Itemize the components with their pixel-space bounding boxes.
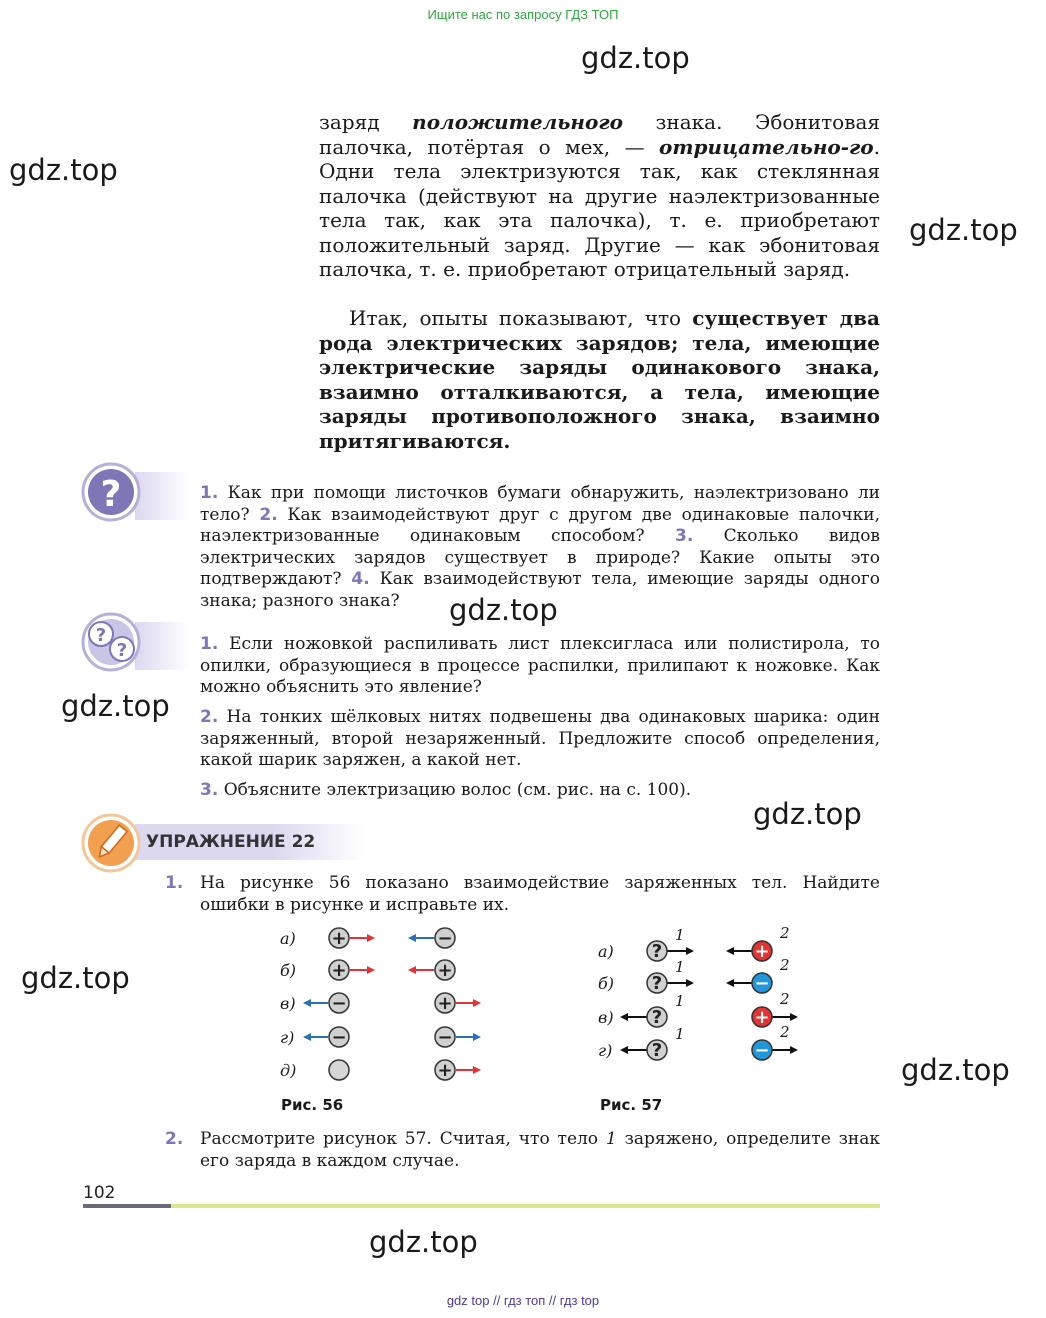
- fig56-arrow: [456, 999, 481, 1007]
- questions-list: 1. Как при помощи листочков бумаги обнаружить, наэлектризовано ли тело? 2. Как взаимодействуют друг с другом две одинаковые палочки, наэлектризованные одинаковым способом? 3. Сколько видов электрических зарядов существует в природе? Какие опыты это подтверждают? 4. Как взаимодействуют тела, имеющие заряды одного знака; разного знака?: [200, 483, 881, 611]
- fig56-right-body-sign: +: [437, 960, 453, 981]
- footer-rule: [171, 1204, 880, 1208]
- svg-text:?: ?: [95, 625, 107, 646]
- watermark: gdz.top: [61, 689, 170, 723]
- fig56-left-body: [329, 1027, 349, 1048]
- figure-57: [590, 920, 820, 1070]
- fig57-body-1: [647, 1040, 667, 1061]
- fig56-right-body: [435, 1027, 455, 1048]
- fig56-left-body-sign: −: [331, 1027, 347, 1048]
- fig56-left-body: [329, 960, 349, 981]
- fig57-arrow-head: [620, 1013, 628, 1021]
- svg-text:?: ?: [100, 474, 122, 515]
- question-icon: [80, 462, 144, 524]
- fig56-row-label: а): [280, 929, 296, 948]
- discussion-item: 3. Объясните электризацию волос (см. рис. на с. 100).: [200, 780, 692, 800]
- fig57-body-2-sign: −: [754, 973, 770, 994]
- fig56-left-body-sign: +: [331, 960, 347, 981]
- fig57-body-1-sign: ?: [651, 1007, 663, 1028]
- fig57-index-1: 1: [675, 958, 685, 976]
- fig57-body-1-sign: ?: [651, 941, 663, 962]
- fig56-arrow: [408, 934, 434, 942]
- fig57-body-2-sign: +: [754, 941, 770, 962]
- fig56-left-body: [329, 928, 349, 949]
- fig57-arrow-head: [726, 947, 734, 955]
- fig56-arrow: [303, 999, 328, 1007]
- fig56-arrow-head: [367, 966, 375, 974]
- fig57-arrow: [666, 947, 694, 955]
- fig56-arrow-head: [303, 1033, 311, 1041]
- fig57-body-1-sign: ?: [651, 973, 663, 994]
- discussion-item: 2. На тонких шёлковых нитях подвешены два одинаковых шарика: один заряженный, второй незаряженный. Предложите способ определения, какой шарик заряжен, а какой нет.: [200, 707, 880, 770]
- fig57-index-1: 1: [675, 1025, 685, 1043]
- watermark: gdz.top: [909, 213, 1018, 247]
- fig57-body-1: [647, 941, 667, 962]
- fig57-row-label: г): [598, 1041, 613, 1060]
- fig56-right-body-sign: −: [437, 928, 453, 949]
- discussion-item: 1. Если ножовкой распиливать лист плексигласа или полистирола, то опилки, образующиеся в процессе распилки, прилипают к ножовке. Как можно объяснить это явление?: [200, 634, 881, 697]
- fig57-body-1: [647, 1007, 667, 1028]
- bottom-note: gdz top // гдз топ // гдз top: [446, 1293, 600, 1308]
- fig56-left-body-sign: −: [331, 993, 347, 1014]
- exercise-item-text: Рассмотрите рисунок 57. Считая, что тело 1 заряжено, определите знак его заряда в каждом случае.: [200, 1129, 880, 1171]
- fig57-arrow-head: [726, 979, 734, 987]
- fig57-row-label: а): [598, 942, 614, 961]
- fig57-arrow: [666, 979, 694, 987]
- watermark: gdz.top: [21, 961, 130, 995]
- fig56-left-body: [329, 1060, 349, 1080]
- fig57-row-label: б): [598, 974, 615, 993]
- exercise-title: УПРАЖНЕНИЕ 22: [146, 832, 316, 852]
- fig57-arrow-head: [790, 1046, 798, 1054]
- fig57-index-2: 2: [780, 924, 790, 942]
- fig56-right-body-sign: +: [437, 1060, 453, 1081]
- figure-56: [270, 920, 500, 1090]
- fig56-arrow: [350, 966, 375, 974]
- fig56-arrow-head: [303, 999, 311, 1007]
- fig57-body-2: [752, 941, 772, 962]
- figure-56-caption: Рис. 56: [281, 1096, 344, 1114]
- fig56-right-body: [435, 1060, 455, 1081]
- fig56-arrow-head: [408, 934, 416, 942]
- fig57-index-2: 2: [780, 1023, 790, 1041]
- watermark: gdz.top: [9, 153, 118, 187]
- discussion-icon: [80, 612, 146, 674]
- paragraph-charges: заряд положительного знака. Эбонитовая палочка, потёртая о мех, — отрицательно-го. Одни тела электризуются так, как стеклянная палочка (действуют на другие наэлектризованные тела так, как эта палочка), т. е. приобретают положительный заряд. Другие — как эбонитовая палочка, т. е. приобретают отрицательный заряд.: [319, 110, 880, 281]
- watermark: gdz.top: [449, 593, 558, 627]
- fig57-body-2: [752, 973, 772, 994]
- fig56-arrow-head: [473, 1066, 481, 1074]
- fig57-arrow-head: [620, 1046, 628, 1054]
- page-number: 102: [83, 1183, 116, 1203]
- pencil-icon: [80, 812, 142, 874]
- fig56-arrow: [456, 1066, 481, 1074]
- fig56-row-label: г): [280, 1028, 295, 1047]
- fig56-arrow-head: [367, 934, 375, 942]
- watermark: gdz.top: [901, 1053, 1010, 1087]
- fig57-index-2: 2: [780, 956, 790, 974]
- fig57-arrow: [620, 1013, 647, 1021]
- top-note: Ищите нас по запросу ГДЗ ТОП: [427, 7, 619, 22]
- fig56-row-label: б): [280, 961, 297, 980]
- fig57-body-2-sign: +: [754, 1007, 770, 1028]
- fig56-row-label: в): [280, 994, 296, 1013]
- fig56-arrow: [350, 934, 375, 942]
- fig57-body-2: [752, 1040, 772, 1061]
- fig56-right-body: [435, 960, 455, 981]
- fig57-arrow: [772, 1013, 798, 1021]
- fig57-body-2-sign: −: [754, 1040, 770, 1061]
- fig56-arrow-head: [473, 999, 481, 1007]
- footer-rule-dark: [83, 1204, 171, 1208]
- fig56-arrow-head: [473, 1033, 481, 1041]
- fig57-arrow-head: [790, 1013, 798, 1021]
- fig57-row-label: в): [598, 1008, 614, 1027]
- exercise-item-text: На рисунке 56 показано взаимодействие заряженных тел. Найдите ошибки в рисунке и исправьте их.: [200, 873, 880, 915]
- fig56-right-body-sign: −: [437, 1027, 453, 1048]
- paragraph-conclusion: Итак, опыты показывают, что существует два рода электрических зарядов; тела, имеющие электрические заряды одинакового знака, взаимно отталкиваются, а тела, имеющие заряды противоположного знака, взаимно притягиваются.: [319, 306, 880, 453]
- fig56-arrow-head: [408, 966, 416, 974]
- fig56-right-body: [435, 993, 455, 1014]
- fig57-arrow: [726, 979, 752, 987]
- fig57-arrow: [620, 1046, 647, 1054]
- svg-text:?: ?: [116, 640, 128, 661]
- fig56-arrow: [456, 1033, 481, 1041]
- fig56-left-body-sign: +: [331, 928, 347, 949]
- fig56-right-body: [435, 928, 455, 949]
- exercise-item-number: 1.: [165, 873, 184, 893]
- fig57-index-2: 2: [780, 990, 790, 1008]
- watermark: gdz.top: [369, 1225, 478, 1259]
- fig57-index-1: 1: [675, 926, 685, 944]
- fig56-left-body: [329, 993, 349, 1014]
- fig57-arrow-head: [686, 979, 694, 987]
- figure-57-caption: Рис. 57: [600, 1096, 663, 1114]
- fig56-arrow: [408, 966, 434, 974]
- fig57-arrow: [726, 947, 752, 955]
- fig57-body-1-sign: ?: [651, 1040, 663, 1061]
- fig56-right-body-sign: +: [437, 993, 453, 1014]
- fig57-index-1: 1: [675, 992, 685, 1010]
- exercise-item-number: 2.: [165, 1129, 184, 1149]
- fig57-arrow: [772, 1046, 798, 1054]
- fig56-row-label: д): [280, 1061, 297, 1080]
- fig56-left-body-body: [329, 1060, 349, 1080]
- fig57-body-2: [752, 1007, 772, 1028]
- fig57-body-1: [647, 973, 667, 994]
- watermark: gdz.top: [581, 41, 690, 75]
- watermark: gdz.top: [753, 797, 862, 831]
- fig57-arrow-head: [686, 947, 694, 955]
- fig56-arrow: [303, 1033, 328, 1041]
